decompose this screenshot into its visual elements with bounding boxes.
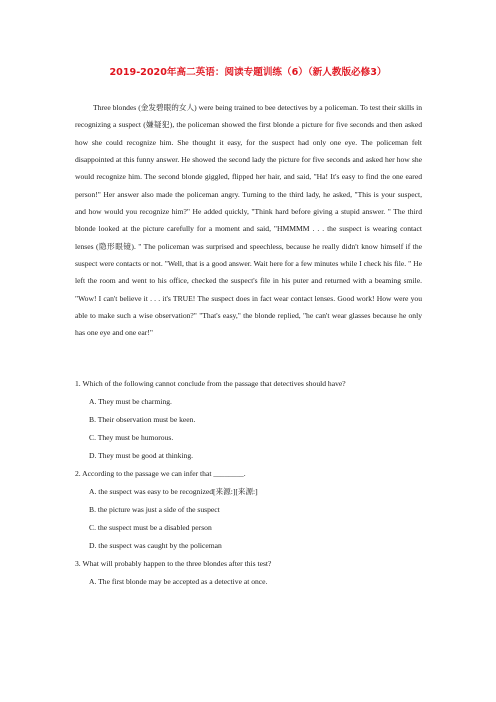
question-1-option-c: C. They must be humorous. (89, 433, 174, 442)
question-1-option-a: A. They must be charming. (89, 397, 172, 406)
page-title: 2019-2020年高二英语：阅读专题训练（6）（新人教版必修3） (109, 67, 387, 78)
question-3-option-a: A. The first blonde may be accepted as a detective at once. (89, 577, 268, 586)
question-2-option-a: A. the suspect was easy to be recognized[来源:][来源:] (89, 487, 258, 496)
question-1-stem: 1. Which of the following cannot conclude from the passage that detectives should have? (75, 379, 346, 388)
question-2-option-c: C. the suspect must be a disabled person (89, 523, 212, 532)
question-2-stem: 2. According to the passage we can infer that ________. (75, 469, 246, 478)
question-1-option-b: B. Their observation must be keen. (89, 415, 196, 424)
question-2-option-d: D. the suspect was caught by the policeman (89, 541, 222, 550)
question-1-option-d: D. They must be good at thinking. (89, 451, 194, 460)
passage-text: Three blondes (金发碧眼的女人) were being trained to bee detectives by a policeman. To test their skills in recognizing a suspect (嫌疑犯), the policeman showed the first blonde a picture for five seconds and then asked how she could recognize him. She thought it easy, for the suspect had only one eye. The policeman felt disappointed at this funny answer. He showed the second lady the picture for five seconds and asked her how she would recognize him. The second blonde giggled, flipped her hair, and said, "Ha! It's easy to find the one eared person!" Her answer also made the policeman angry. Turning to the third lady, he asked, "This is your suspect, and how would you recognize him?" He added quickly, "Think hard before giving a stupid answer. " The third blonde looked at the picture carefully for a moment and said, "HMMMM . . . the suspect is wearing contact lenses (隐形眼镜). " The policeman was surprised and speechless, because he really didn't know himself if the suspect were contacts or not. "Well, that is a good answer. Wait here for a few minutes while I check his file. " He left the room and went to his office, checked the suspect's file in his puter and returned with a beaming smile. "Wow! I can't believe it . . . it's TRUE! The suspect does in fact wear contact lenses. Good work! How were you able to make such a wise observation?" "That's easy," the blonde replied, "he can't wear glasses because he only has one eye and one ear!" (75, 103, 422, 338)
question-2-option-b: B. the picture was just a side of the suspect (89, 505, 220, 514)
question-3-stem: 3. What will probably happen to the three blondes after this test? (75, 559, 272, 568)
